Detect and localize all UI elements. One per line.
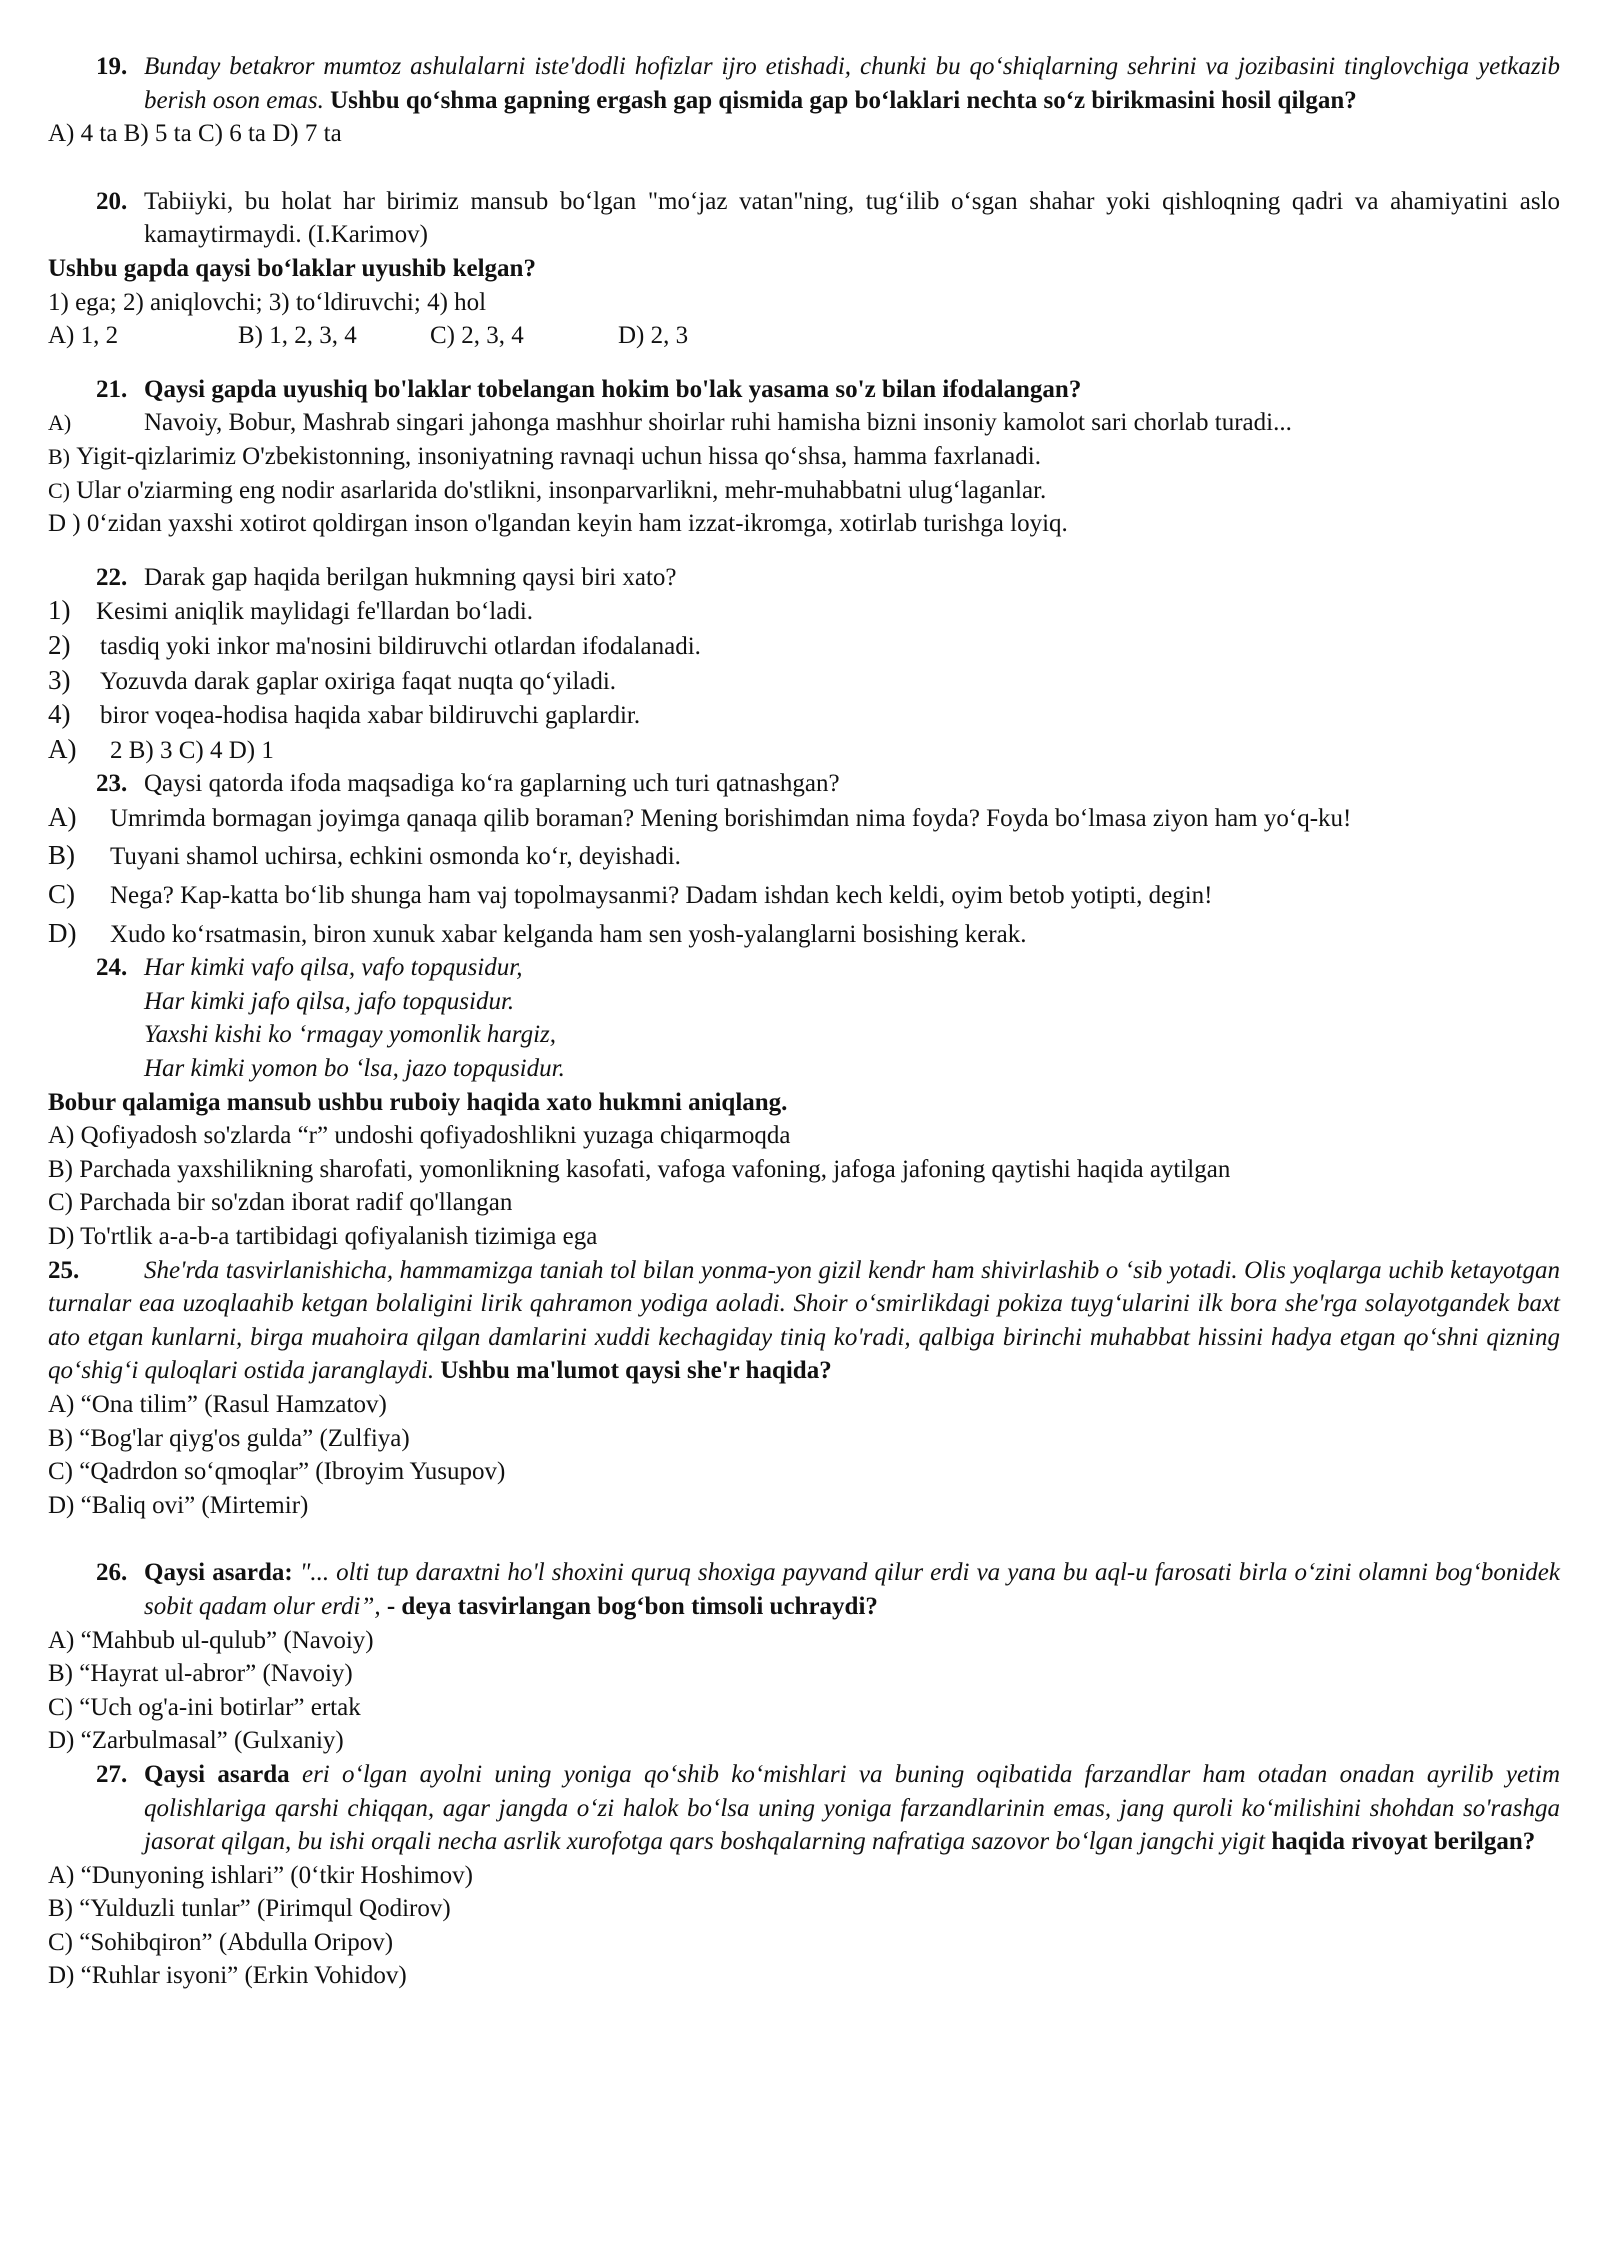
question-24-stem	[48, 951, 1560, 985]
option-b[interactable]	[48, 440, 1560, 474]
question-text: Qaysi gapda uyushiq bo'laklar tobelangan hokim bo'lak yasama so'z bilan ifodalangan?	[144, 375, 1082, 403]
statement-3	[48, 664, 1560, 699]
question-number: 27.	[96, 1760, 128, 1788]
option-c[interactable]: C) 2, 3, 4	[430, 322, 524, 350]
option-text: Umrimda bormagan joyimga qanaqa qilib boraman? Mening borishimdan nima foyda? Foyda bo‘lmasa ziyon ham yo‘q-ku!	[110, 804, 1352, 832]
option-c[interactable]: C) Parchada bir so'zdan iborat radif qo'llangan	[48, 1189, 513, 1217]
question-21	[48, 373, 1560, 541]
question-prompt: haqida rivoyat berilgan?	[1271, 1828, 1536, 1856]
option-d[interactable]: D) “Zarbulmasal” (Gulxaniy)	[48, 1727, 344, 1755]
option-a[interactable]: A) “Dunyoning ishlari” (0‘tkir Hoshimov)	[48, 1861, 473, 1889]
option-b[interactable]: B) “Hayrat ul-abror” (Navoiy)	[48, 1660, 353, 1688]
option-b[interactable]: B) “Bog'lar qiyg'os gulda” (Zulfiya)	[48, 1424, 410, 1452]
option-text: Yigit-qizlarimiz O'zbekistonning, insoniyatning ravnaqi uchun hissa qo‘shsa, hamma faxrlanadi.	[76, 442, 1041, 470]
question-text: Qaysi qatorda ifoda maqsadiga ko‘ra gaplarning uch turi qatnashgan?	[144, 770, 840, 798]
option-d[interactable]	[48, 917, 1560, 952]
question-number: 26.	[96, 1559, 128, 1587]
option-label: A)	[48, 410, 72, 436]
option-a[interactable]: A) “Mahbub ul-qulub” (Navoiy)	[48, 1626, 374, 1654]
option-c[interactable]: C) “Qadrdon so‘qmoqlar” (Ibroyim Yusupov)	[48, 1458, 506, 1486]
question-20	[48, 185, 1560, 353]
question-26-stem	[48, 1556, 1560, 1623]
question-number: 20.	[96, 187, 128, 215]
statement-text: Kesimi aniqlik maylidagi fe'llardan bo‘ladi.	[96, 598, 534, 626]
option-a[interactable]: A) “Ona tilim” (Rasul Hamzatov)	[48, 1390, 387, 1418]
question-lead: Qaysi asarda:	[144, 1559, 293, 1587]
option-a[interactable]: A) Qofiyadosh so'zlarda “r” undoshi qofiyadoshlikni yuzaga chiqarmoqda	[48, 1122, 791, 1150]
option-d[interactable]: D) “Baliq ovi” (Mirtemir)	[48, 1491, 309, 1519]
document-page	[48, 50, 1560, 1993]
question-22	[48, 561, 1560, 768]
option-text: Xudo ko‘rsatmasin, biron xunuk xabar kelganda ham sen yosh-yalanglarni bosishing kerak.	[110, 920, 1027, 948]
statement-2	[48, 629, 1560, 664]
question-24	[48, 951, 1560, 1253]
question-number: 19.	[96, 53, 128, 80]
option-text: Ular o'ziarming eng nodir asarlarida do'stlikni, insonparvarlikni, mehr-muhabbatni ulug‘laganlar.	[76, 476, 1047, 504]
option-text: Nega? Kap-katta bo‘lib shunga ham vaj topolmaysanmi? Dadam ishdan kech keldi, oyim betob yotipti, degin!	[110, 882, 1213, 910]
option-text: 2 B) 3 C) 4 D) 1	[110, 736, 274, 764]
statement-text: Yozuvda darak gaplar oxiriga faqat nuqta qo‘yiladi.	[100, 667, 617, 695]
option-a[interactable]: A) 1, 2	[48, 322, 119, 350]
question-number: 21.	[96, 375, 128, 403]
question-text: Bunday betakror mumtoz ashulalarni iste'dodli hofizlar ijro etishadi, chunki bu qo‘shiqlarning sehrini va jozibasini tinglovchiga yetkazib berish oson emas.	[144, 53, 1560, 114]
option-text: Navoiy, Bobur, Mashrab singari jahonga mashhur shoirlar ruhi hamisha bizni insoniy kamolot sari chorlab turadi...	[144, 409, 1292, 437]
answer-options[interactable]: A) 4 ta B) 5 ta C) 6 ta D) 7 ta	[48, 120, 342, 148]
question-text: She'rda tasvirlanishicha, hammamizga taniah tol bilan yonma-yon gizil kendr ham shivirlashib o ‘sib yotadi. Olis yoqlarga uchib ketayotgan turnalar eaa uzoqlaahib ketgan bolaligini lirik qahramon yodiga aoladi. Shoir o‘smirlikdagi pokiza tuyg‘ularini ilk bora she'rga solayotgandek baxt ato etgan kunlarni, birga muahoira qilgan damlarini xuddi kechagiday tiniq ko'radi, qalbiga birinchi muhabbat hissini hadya etgan qo‘shni qizning qo‘shig‘i quloqlari ostida jaranglaydi.	[48, 1256, 1560, 1385]
question-25-stem	[48, 1254, 1560, 1388]
option-b[interactable]: B) Parchada yaxshilikning sharofati, yomonlikning kasofati, vafoga vafoning, jafoga jafoning qaytishi haqida aytilgan	[48, 1155, 1231, 1183]
question-25	[48, 1254, 1560, 1523]
poem-line-3: Yaxshi kishi ko ‘rmagay yomonlik hargiz,	[144, 1021, 557, 1049]
option-label: D)	[48, 917, 77, 948]
question-quote: "... olti tup daraxtni ho'l shoxini quruq shoxiga payvand qilur erdi va yana bu aql-u farosati birla o‘zini olamni bog‘bonidek sobit qadam olur erdi”,	[144, 1559, 1560, 1620]
option-b[interactable]	[48, 839, 1560, 874]
question-prompt: Ushbu gapda qaysi bo‘laklar uyushib kelgan?	[48, 254, 536, 282]
question-prompt: Ushbu qo‘shma gapning ergash gap qismida gap bo‘laklari nechta so‘z birikmasini hosil qilgan?	[330, 86, 1357, 114]
statement-number: 2)	[48, 629, 71, 660]
option-label: B)	[48, 443, 70, 469]
option-a[interactable]	[48, 801, 1560, 836]
question-prompt: Bobur qalamiga mansub ushbu ruboiy haqida xato hukmni aniqlang.	[48, 1088, 788, 1116]
poem-line-1: Har kimki vafo qilsa, vafo topqusidur,	[144, 954, 523, 982]
statement-4	[48, 698, 1560, 733]
option-d[interactable]: D) To'rtlik a-a-b-a tartibidagi qofiyalanish tizimiga ega	[48, 1223, 598, 1250]
question-26	[48, 1556, 1560, 1758]
option-d[interactable]: D ) 0‘zidan yaxshi xotirot qoldirgan inson o'lgandan keyin ham izzat-ikromga, xotirlab turishga loyiq.	[48, 510, 1068, 538]
statement-number: 3)	[48, 664, 71, 695]
question-prompt: - deya tasvirlangan bog‘bon timsoli uchraydi?	[386, 1592, 878, 1620]
question-number: 22.	[96, 563, 128, 591]
question-number: 24.	[96, 954, 128, 982]
poem-line-2: Har kimki jafo qilsa, jafo topqusidur.	[144, 987, 515, 1015]
option-b[interactable]: B) “Yulduzli tunlar” (Pirimqul Qodirov)	[48, 1895, 451, 1923]
option-b[interactable]: B) 1, 2, 3, 4	[238, 322, 357, 350]
option-c[interactable]: C) “Sohibqiron” (Abdulla Oripov)	[48, 1928, 394, 1956]
statement-number: 1)	[48, 595, 71, 626]
choice-list: 1) ega; 2) aniqlovchi; 3) to‘ldiruvchi; 4) hol	[48, 288, 487, 316]
option-text: Tuyani shamol uchirsa, echkini osmonda ko‘r, deyishadi.	[110, 843, 681, 871]
option-label: C)	[48, 879, 75, 910]
question-21-stem	[48, 373, 1560, 407]
question-text: eri o‘lgan ayolni uning yoniga qo‘shib ko‘mishlari va buning oqibatida farzandlar ham otadan onadan ayrilib yetim qolishlariga qarshi chiqqan, agar jangda o‘zi halok bo‘lsa uning yoniga farzandlarinin emas, jang quroli ko‘milishini shohdan so'rashga jasorat qilgan, bu ishi orqali necha asrlik xurofotga qars boshqalarning nafratiga sazovor bo‘lgan jangchi yigit	[144, 1760, 1560, 1856]
statement-number: 4)	[48, 699, 71, 730]
question-19	[48, 50, 1560, 151]
question-number: 25.	[48, 1256, 80, 1284]
statement-text: tasdiq yoki inkor ma'nosini bildiruvchi otlardan ifodalanadi.	[100, 632, 701, 660]
question-23-stem	[48, 767, 1560, 801]
question-22-stem	[48, 561, 1560, 595]
option-d[interactable]: D) 2, 3	[618, 322, 689, 350]
answer-options[interactable]	[48, 733, 1560, 768]
question-27	[48, 1758, 1560, 1993]
question-27-stem	[48, 1758, 1560, 1859]
question-19-stem	[48, 50, 1560, 117]
question-prompt: Ushbu ma'lumot qaysi she'r haqida?	[440, 1357, 832, 1385]
statement-1	[48, 594, 1560, 629]
option-label: A)	[48, 801, 77, 832]
question-text: Darak gap haqida berilgan hukmning qaysi biri xato?	[144, 563, 677, 591]
question-20-stem	[48, 185, 1560, 252]
poem-line-4: Har kimki yomon bo ‘lsa, jazo topqusidur.	[144, 1055, 565, 1083]
option-c[interactable]	[48, 878, 1560, 913]
option-d[interactable]: D) “Ruhlar isyoni” (Erkin Vohidov)	[48, 1962, 407, 1990]
option-label: A)	[48, 733, 77, 764]
question-23	[48, 767, 1560, 951]
option-a[interactable]	[48, 406, 1560, 440]
option-label: B)	[48, 840, 75, 871]
question-text: Tabiiyki, bu holat har birimiz mansub bo‘lgan "mo‘jaz vatan"ning, tug‘ilib o‘sgan shahar yoki qishloqning qadri va ahamiyatini aslo kamaytirmaydi. (I.Karimov)	[144, 187, 1560, 249]
option-c[interactable]: C) “Uch og'a-ini botirlar” ertak	[48, 1693, 361, 1721]
option-c[interactable]	[48, 474, 1560, 508]
option-label: C)	[48, 477, 70, 503]
answer-options	[48, 319, 1560, 353]
question-lead: Qaysi asarda	[144, 1760, 290, 1788]
statement-text: biror voqea-hodisa haqida xabar bildiruvchi gaplardir.	[100, 702, 641, 730]
question-number: 23.	[96, 770, 128, 798]
